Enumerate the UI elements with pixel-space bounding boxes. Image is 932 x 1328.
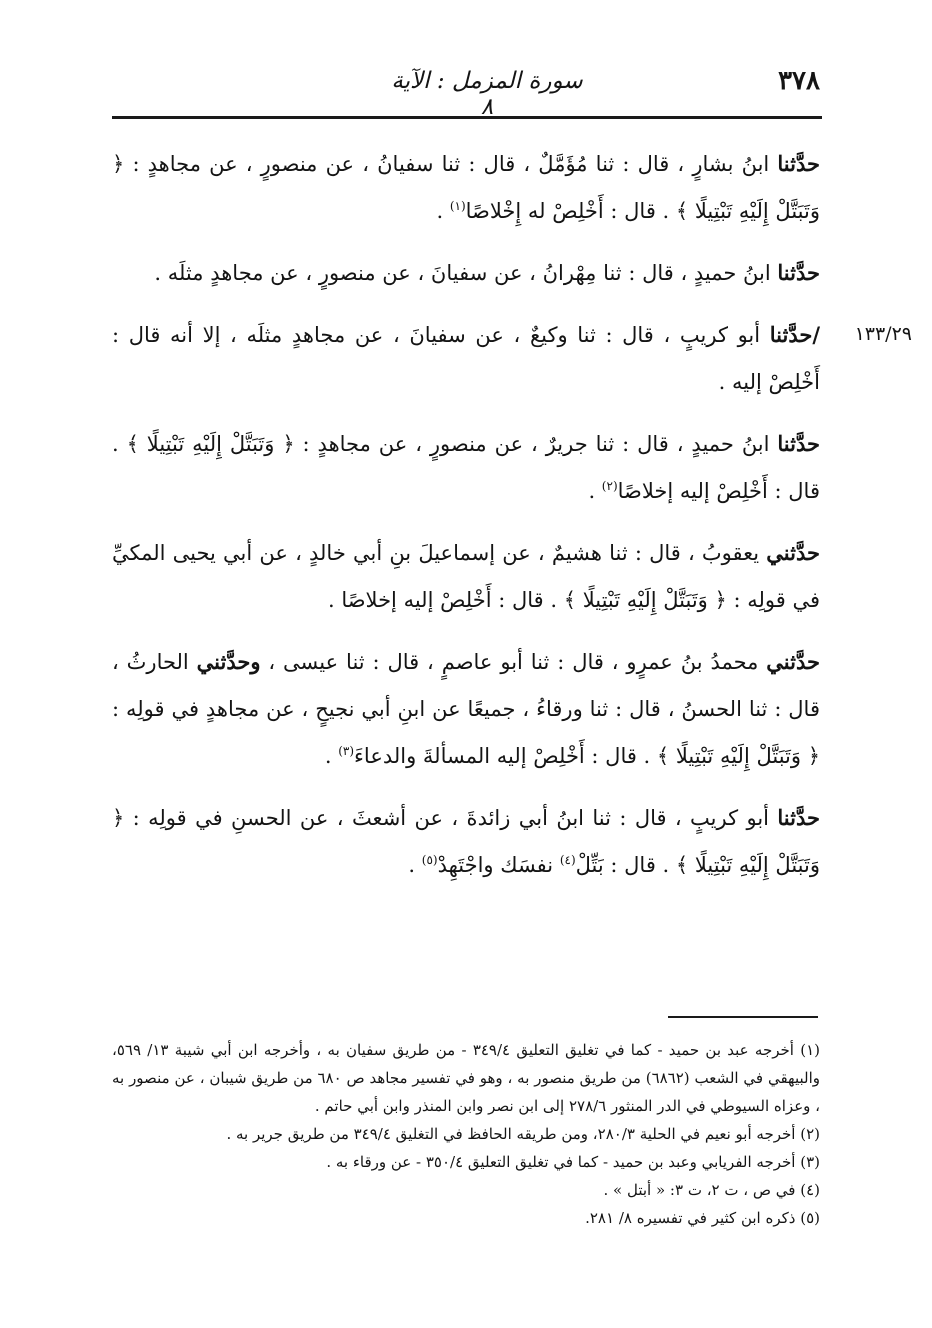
manuscript-margin-reference: ١٣٣/٢٩ — [854, 323, 912, 345]
paragraph-text: ابنُ بشارٍ ، قال : ثنا مُؤَمَّلٌ ، قال : ثنا سفيانُ ، عن منصورٍ ، عن مجاهدٍ : ﴿ وَتَبَتَّلْ إِلَيْهِ تَبْتِيلًا ﴾ . قال : أَخْلِصْ له إِخْلاصًا — [112, 152, 820, 223]
narration-lead: حدَّثني — [766, 540, 820, 565]
running-title: سورة المزمل : الآية ٨ — [391, 68, 583, 120]
paragraph-text: ابنُ حميدٍ ، قال : ثنا جريرٌ ، عن منصورٍ ، عن مجاهدٍ : ﴿ وَتَبَتَّلْ إِلَيْهِ تَبْتِيلًا ﴾ . قال : أَخْلِصْ إليه إخلاصًا — [112, 432, 820, 503]
narration-lead: حدَّثنا — [777, 431, 820, 456]
narration-lead: حدَّثني — [766, 649, 820, 674]
footnotes — [112, 1036, 820, 1232]
footnote-4: (٤) في ص ، ت ٢، ت ٣: « أبتل » . — [603, 1181, 820, 1199]
page-header — [112, 66, 820, 120]
hadith-paragraph-5 — [112, 529, 820, 624]
footnote-1: (١) أخرجه عبد بن حميد - كما في تغليق التعليق ٣٤٩/٤ - من طريق سفيان به ، وأخرجه ابن أبي شيبة ١٣/ ٥٦٩، والبيهقي في الشعب (٦٨٦٢) من طريق منصور به ، وهو في تفسير مجاهد ص ٦٨٠ من طريق شيبان ، عن منصور به ، وعزاه السيوطي في الدر المنثور ٢٧٨/٦ إلى ابن نصر وابن المنذر وابن أبي حاتم . — [112, 1041, 820, 1115]
hadith-paragraph-4 — [112, 420, 820, 515]
paragraph-text: محمدُ بنُ عمرٍو ، قال : ثنا أبو عاصمٍ ، قال : ثنا عيسى ، — [260, 650, 767, 674]
hadith-paragraph-1 — [112, 140, 820, 235]
paragraph-end: . — [436, 199, 450, 223]
paragraph-text: أبو كريبٍ ، قال : ثنا ابنُ أبي زائدةَ ، عن أشعثَ ، عن الحسنِ في قولِه : ﴿ وَتَبَتَّلْ إِلَيْهِ تَبْتِيلًا ﴾ . قال : بَتِّلْ — [112, 806, 820, 877]
paragraph-text: ابنُ حميدٍ ، قال : ثنا مِهْرانُ ، عن سفيانَ ، عن منصورٍ ، عن مجاهدٍ مثلَه . — [154, 261, 778, 285]
narration-lead: /حدَّثنا — [769, 322, 820, 347]
footnote-marker[interactable]: (١) — [449, 199, 466, 213]
footnote-marker[interactable]: (٣) — [338, 744, 355, 758]
paragraph-text: يعقوبُ ، قال : ثنا هشيمٌ ، عن إسماعيلَ بنِ أبي خالدٍ ، عن أبي يحيى المكيِّ في قولِه : ﴿ وَتَبَتَّلْ إِلَيْهِ تَبْتِيلًا ﴾ . قال : أَخْلِصْ إليه إخلاصًا . — [112, 541, 820, 612]
paragraph-end: . — [588, 479, 602, 503]
footnote-5: (٥) ذكره ابن كثير في تفسيره ٨/ ٢٨١. — [585, 1209, 820, 1227]
footnote-divider — [668, 1016, 818, 1018]
header-divider — [112, 116, 822, 119]
hadith-paragraph-3 — [112, 311, 912, 406]
footnote-marker[interactable]: (٥) — [421, 853, 438, 867]
paragraph-text-continued: نفسَك واجْتَهِدْ — [437, 853, 560, 877]
paragraph-text: أبو كريبٍ ، قال : ثنا وكيعٌ ، عن سفيانَ ، عن مجاهدٍ مثلَه ، إلا أنه قال : أَخْلِصْ إليه . — [112, 323, 820, 394]
hadith-paragraph-2 — [112, 249, 820, 297]
page-number: ٣٧٨ — [778, 66, 820, 96]
narration-lead: حدَّثنا — [777, 151, 820, 176]
paragraph-end: . — [324, 744, 339, 768]
footnote-marker[interactable]: (٤) — [559, 853, 576, 867]
main-text — [112, 140, 912, 903]
paragraph-text-continued: الحارثُ ، قال : ثنا الحسنُ ، قال : ثنا ورقاءُ ، جميعًا عن ابنِ أبي نجيحٍ ، عن مجاهدٍ في قولِه : ﴿ وَتَبَتَّلْ إِلَيْهِ تَبْتِيلًا ﴾ . قال : أَخْلِصْ إليه المسألةَ والدعاءَ — [112, 650, 820, 768]
narration-lead-secondary: وحدَّثني — [196, 649, 261, 674]
narration-lead: حدَّثنا — [777, 260, 820, 285]
narration-lead: حدَّثنا — [777, 805, 820, 830]
footnote-2: (٢) أخرجه أبو نعيم في الحلية ٢٨٠/٣، ومن طريقه الحافظ في التغليق ٣٤٩/٤ من طريق جرير به . — [226, 1125, 820, 1143]
hadith-paragraph-7 — [112, 794, 820, 889]
hadith-paragraph-6 — [112, 638, 820, 780]
footnote-3: (٣) أخرجه الفريابي وعبد بن حميد - كما في تغليق التعليق ٣٥٠/٤ - عن ورقاء به . — [326, 1153, 820, 1171]
footnote-marker[interactable]: (٢) — [601, 479, 618, 493]
paragraph-end: . — [408, 853, 422, 877]
